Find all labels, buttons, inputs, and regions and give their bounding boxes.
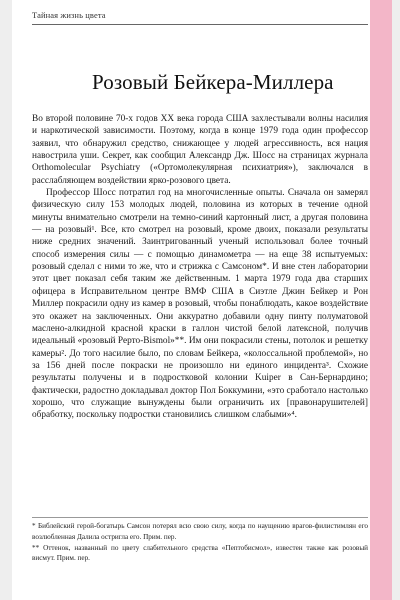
footnotes <box>32 521 368 564</box>
pink-edge-strip <box>370 0 392 600</box>
footnote: * Библейский герой-богатырь Самсон потерял всю свою силу, когда по наущению врагов-филистимлян его возлюбленная Далила остригла его. Прим. пер. <box>32 522 368 541</box>
body-text <box>32 113 368 422</box>
running-head: Тайная жизнь цвета <box>32 10 106 20</box>
book-page <box>12 0 392 600</box>
footnote: ** Оттенок, названный по цвету слабительного средства «Пептобисмол», известен также как розовый висмут. Прим. пер. <box>32 543 368 563</box>
footnote-rule <box>32 517 368 518</box>
paragraph: Профессор Шосс потратил год на многочисленные опыты. Сначала он замерял физическую силу 153 молодых людей, половина из которых в течение одной минуты внимательно смотрели на темно-синий картонный лист, а другая половина — на розовый¹. Все, кто смотрел на розовый, кроме двоих, показали результаты ниже средних значений. Заинтригованный ученый использовал более точный способ измерения силы — с помощью динамометра — на еще 38 испытуемых: розовый сделал с ними то же, что и стрижка с Самсоном*. И вне стен лаборатории этот цвет показал себя таким же действенным. 1 марта 1979 года два старших офицера в Исправительном центре ВМФ США в Сиэтле Джин Бейкер и Рон Миллер покрасили одну из камер в розовый, чтобы понаблюдать, какое воздействие это окажет на заключенных. Они аккуратно добавили одну пинту полуматовой маслено-алкидной красной краски в галлон чистой белой латексной, получив идеальный «розовый Рерто-Bismol»**. Им они покрасили стены, потолок и решетку камеры². До того насилие было, по словам Бейкера, «колоссальной проблемой», но за 156 дней после покраски не произошло ни единого инцидента³. Схожие результаты получены и в подростковой колонии Kuiper в Сан-Бернардино; фактически, радостно докладывал доктор Пол Боккумини, «это сработало настолько хорошо, что служащие вынуждены были ограничить их [правонарушителей] обработку, поскольку подростки становились слишком слабыми»⁴. <box>32 188 368 421</box>
header-rule <box>32 24 368 25</box>
paragraph: Во второй половине 70-х годов XX века города США захлестывали волны насилия и наркотической зависимости. Поэтому, когда в конце 1979 года один профессор заявил, что обнаружил средство, снижающее у людей агрессивность, вся нация навострила уши. Секрет, как сообщил Александр Дж. Шосс на страницах журнала Orthomolecular Psychiatry («Ортомолекулярная психиатрия»), заключался в расслабляющем воздействии ярко-розового цвета. <box>32 114 368 186</box>
chapter-title: Розовый Бейкера-Миллера <box>92 70 334 94</box>
